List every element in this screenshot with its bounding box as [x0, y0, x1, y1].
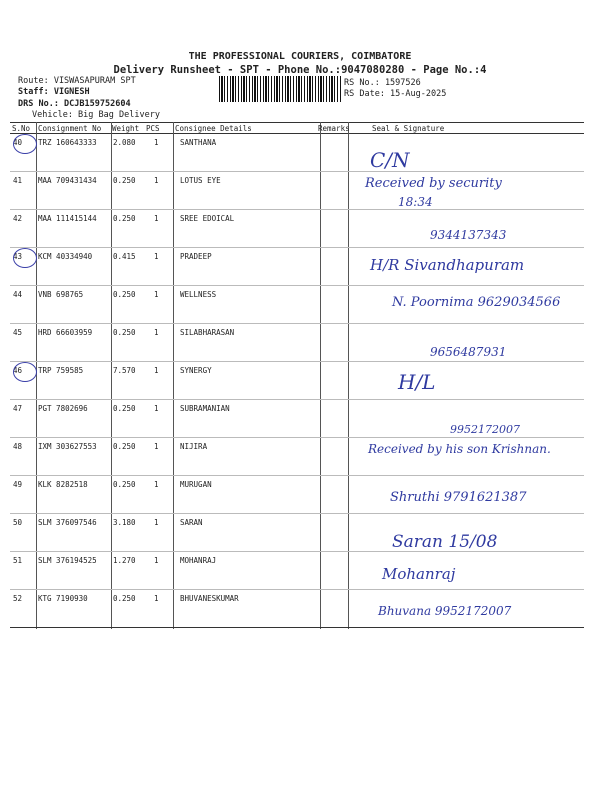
row-weight: 0.415 [113, 252, 136, 261]
row-consignment-no: SLM 376097546 [38, 518, 97, 527]
row-consignment-no: KLK 8282518 [38, 480, 88, 489]
row-sno [13, 366, 22, 375]
row-consignment-no: IXM 303627553 [38, 442, 97, 451]
row-sno [13, 252, 22, 261]
row-pcs: 1 [154, 138, 159, 147]
row-pcs: 1 [154, 594, 159, 603]
handwriting-note: H/L [398, 370, 436, 394]
header-consignment: Consignment No [38, 124, 102, 133]
row-pcs: 1 [154, 252, 159, 261]
handwriting-note: N. Poornima 9629034566 [392, 295, 561, 310]
row-sno-text: 40 [13, 138, 23, 147]
row-pcs: 1 [154, 404, 159, 413]
row-consignee: SUBRAMANIAN [180, 404, 230, 413]
row-sno: 41 [13, 176, 23, 185]
header-remarks: Remarks [318, 124, 350, 133]
row-border [10, 627, 584, 628]
row-consignment-no: KCM 40334940 [38, 252, 93, 261]
handwriting-note: 9952172007 [450, 423, 520, 436]
row-consignment-no: KTG 7190930 [38, 594, 88, 603]
pen-circle-mark [13, 248, 37, 268]
row-consignee: SYNERGY [180, 366, 212, 375]
table-top-border [10, 122, 584, 123]
header-sno: S.No [12, 124, 31, 133]
row-pcs: 1 [154, 328, 159, 337]
row-consignee: SANTHANA [180, 138, 217, 147]
handwriting-note: Mohanraj [382, 565, 456, 583]
row-consignee: SARAN [180, 518, 203, 527]
rs-date: RS Date: 15-Aug-2025 [344, 89, 447, 99]
handwriting-note: Received by his son Krishnan. [368, 442, 551, 456]
row-weight: 0.250 [113, 176, 136, 185]
row-weight: 0.250 [113, 290, 136, 299]
row-weight: 0.250 [113, 480, 136, 489]
row-consignee: NIJIRA [180, 442, 208, 451]
pen-circle-mark [13, 134, 37, 154]
handwriting-note: 18:34 [398, 195, 433, 209]
row-sno: 45 [13, 328, 23, 337]
row-consignment-no: PGT 7802696 [38, 404, 88, 413]
drs-label: DRS No.: DCJB159752604 [18, 99, 131, 109]
company-title: THE PROFESSIONAL COURIERS, COIMBATORE [188, 51, 412, 62]
handwriting-note: C/N [370, 148, 410, 172]
row-sno: 48 [13, 442, 23, 451]
handwriting-note: Bhuvana 9952172007 [378, 604, 512, 618]
row-weight: 2.080 [113, 138, 136, 147]
row-consignment-no: MAA 709431434 [38, 176, 97, 185]
row-pcs: 1 [154, 366, 159, 375]
row-consignment-no: TRZ 160643333 [38, 138, 97, 147]
row-pcs: 1 [154, 176, 159, 185]
row-weight: 0.250 [113, 214, 136, 223]
row-sno: 50 [13, 518, 23, 527]
row-weight: 7.570 [113, 366, 136, 375]
row-consignee: BHUVANESKUMAR [180, 594, 239, 603]
row-consignment-no: SLM 376194525 [38, 556, 97, 565]
row-sno-text: 46 [13, 366, 23, 375]
row-consignee: SREE EDOICAL [180, 214, 235, 223]
row-pcs: 1 [154, 480, 159, 489]
row-sno: 42 [13, 214, 23, 223]
row-pcs: 1 [154, 442, 159, 451]
table-row [10, 552, 584, 590]
table-row [10, 134, 584, 172]
row-consignee: MOHANRAJ [180, 556, 217, 565]
row-weight: 0.250 [113, 328, 136, 337]
runsheet-subtitle: Delivery Runsheet - SPT - Phone No.:9047080280 - Page No.:4 [113, 64, 487, 76]
row-consignment-no: HRD 66603959 [38, 328, 93, 337]
row-sno: 49 [13, 480, 23, 489]
route-label: Route: VISWASAPURAM SPT [18, 76, 136, 86]
barcode [219, 76, 341, 102]
pen-circle-mark [13, 362, 37, 382]
row-sno: 44 [13, 290, 23, 299]
handwriting-note: H/R Sivandhapuram [370, 256, 525, 274]
handwriting-note: 9656487931 [430, 345, 507, 359]
row-consignee: MURUGAN [180, 480, 212, 489]
header-weight: Weight [112, 124, 140, 133]
row-weight: 0.250 [113, 404, 136, 413]
row-weight: 0.250 [113, 442, 136, 451]
table-row [10, 514, 584, 552]
rs-number: RS No.: 1597526 [344, 78, 421, 88]
row-sno: 51 [13, 556, 23, 565]
row-pcs: 1 [154, 290, 159, 299]
row-consignee: WELLNESS [180, 290, 217, 299]
row-consignment-no: TRP 759585 [38, 366, 84, 375]
row-consignment-no: MAA 111415144 [38, 214, 97, 223]
handwriting-note: Received by security [365, 176, 502, 191]
row-pcs: 1 [154, 214, 159, 223]
row-pcs: 1 [154, 556, 159, 565]
row-sno-text: 43 [13, 252, 23, 261]
handwriting-note: 9344137343 [430, 228, 507, 242]
row-weight: 3.180 [113, 518, 136, 527]
row-sno: 52 [13, 594, 23, 603]
handwriting-note: Shruthi 9791621387 [390, 490, 527, 505]
row-consignee: PRADEEP [180, 252, 212, 261]
row-sno [13, 138, 22, 147]
row-sno: 47 [13, 404, 23, 413]
vehicle-label: Vehicle: Big Bag Delivery [32, 110, 160, 120]
table-row [10, 362, 584, 400]
row-weight: 0.250 [113, 594, 136, 603]
header-pcs: PCS [146, 124, 160, 133]
row-consignment-no: VNB 698765 [38, 290, 84, 299]
row-weight: 1.270 [113, 556, 136, 565]
handwriting-note: Saran 15/08 [392, 532, 498, 552]
row-pcs: 1 [154, 518, 159, 527]
header-seal-signature: Seal & Signature [372, 124, 445, 133]
row-consignee: LOTUS EYE [180, 176, 221, 185]
staff-label: Staff: VIGNESH [18, 87, 90, 97]
row-consignee: SILABHARASAN [180, 328, 235, 337]
header-consignee: Consignee Details [175, 124, 252, 133]
